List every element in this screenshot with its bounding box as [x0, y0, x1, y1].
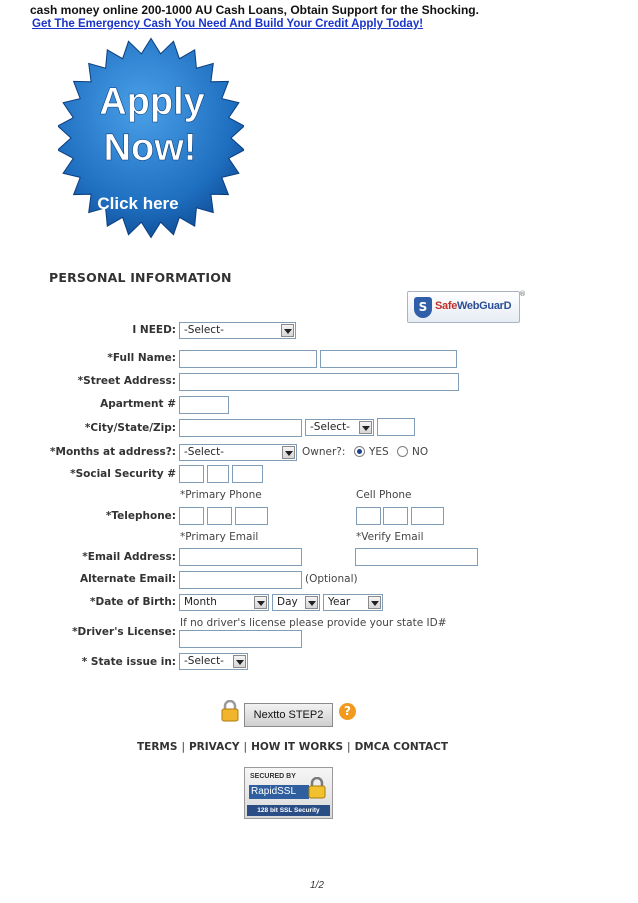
footer-links [137, 741, 448, 753]
state-issue-select[interactable] [179, 653, 248, 670]
ssl-secured-by: SECURED BY [250, 773, 296, 780]
phone-prefix-input[interactable] [207, 507, 232, 525]
chevron-down-icon [305, 596, 318, 609]
label-telephone: *Telephone: [105, 510, 176, 522]
i-need-select[interactable] [179, 322, 296, 339]
optional-note: (Optional) [305, 573, 358, 585]
last-name-input[interactable] [320, 350, 457, 368]
dob-year-select[interactable] [323, 594, 383, 611]
label-full-name: *Full Name: [107, 352, 176, 364]
next-step-button[interactable]: Nextto STEP2 [244, 703, 333, 727]
label-i-need: I NEED: [132, 324, 176, 336]
chevron-down-icon [281, 324, 294, 337]
apply-now-badge[interactable] [58, 36, 244, 240]
ssl-brand: RapidSSL [249, 785, 309, 799]
verify-email-input[interactable] [355, 548, 478, 566]
lock-icon [220, 700, 240, 722]
chevron-down-icon [233, 655, 246, 668]
label-city-state-zip: *City/State/Zip: [84, 422, 176, 434]
padlock-icon [307, 777, 327, 799]
ssn-part3-input[interactable] [232, 465, 263, 483]
registered-mark: ® [519, 290, 526, 298]
dob-day-value: Day [277, 596, 298, 608]
dob-month-value: Month [184, 596, 217, 608]
drivers-license-input[interactable] [179, 630, 302, 648]
badge-line-click: Click here [97, 194, 179, 213]
badge-line-now: Now! [103, 127, 197, 169]
state-issue-value: -Select- [184, 655, 224, 667]
rapidssl-badge [244, 767, 333, 819]
document-title: cash money online 200-1000 AU Cash Loans, Obtain Support for the Shocking. [30, 3, 479, 17]
owner-label: Owner?: [302, 446, 346, 458]
verify-email-label: *Verify Email [356, 531, 424, 543]
footer-link-terms[interactable]: TERMS [137, 741, 178, 753]
street-address-input[interactable] [179, 373, 459, 391]
dob-year-value: Year [328, 596, 351, 608]
label-state-issue: * State issue in: [81, 656, 176, 668]
license-note: If no driver's license please provide your state ID# [180, 617, 447, 629]
cell-line-input[interactable] [411, 507, 444, 525]
apartment-input[interactable] [179, 396, 229, 414]
shield-icon: S [414, 297, 432, 318]
cell-area-input[interactable] [356, 507, 381, 525]
page-number: 1/2 [310, 880, 324, 891]
chevron-down-icon [282, 446, 295, 459]
alternate-email-input[interactable] [179, 571, 302, 589]
label-months-at-address: *Months at address?: [50, 446, 176, 458]
section-title: PERSONAL INFORMATION [49, 270, 232, 285]
label-social-security: *Social Security # [70, 468, 176, 480]
city-input[interactable] [179, 419, 302, 437]
cell-prefix-input[interactable] [383, 507, 408, 525]
footer-link-how-it-works[interactable]: HOW IT WORKS [251, 741, 344, 753]
owner-yes-radio[interactable] [354, 446, 365, 457]
owner-no-label: NO [412, 446, 429, 458]
badge-line-apply: Apply [99, 81, 205, 123]
label-street-address: *Street Address: [77, 375, 176, 387]
chevron-down-icon [254, 596, 267, 609]
safewebguard-prefix: Safe [435, 300, 458, 312]
help-icon[interactable]: ? [339, 703, 356, 720]
cell-phone-label: Cell Phone [356, 489, 412, 501]
label-email-address: *Email Address: [82, 551, 176, 563]
chevron-down-icon [359, 421, 372, 434]
ssl-strength: 128 bit SSL Security [247, 805, 330, 816]
label-drivers-license: *Driver's License: [72, 626, 176, 638]
ssn-part2-input[interactable] [207, 465, 229, 483]
first-name-input[interactable] [179, 350, 317, 368]
state-select[interactable] [305, 419, 374, 436]
label-date-of-birth: *Date of Birth: [90, 596, 176, 608]
footer-link-privacy[interactable]: PRIVACY [188, 741, 240, 753]
primary-phone-label: *Primary Phone [180, 489, 262, 501]
footer-separator: | [181, 741, 185, 753]
ssn-part1-input[interactable] [179, 465, 204, 483]
footer-link-dmca-contact[interactable]: DMCA CONTACT [354, 741, 449, 753]
dob-day-select[interactable] [272, 594, 320, 611]
footer-separator: | [347, 741, 351, 753]
phone-line-input[interactable] [235, 507, 268, 525]
chevron-down-icon [368, 596, 381, 609]
email-input[interactable] [179, 548, 302, 566]
i-need-value: -Select- [184, 324, 224, 336]
footer-separator: | [243, 741, 248, 753]
zip-input[interactable] [377, 418, 415, 436]
owner-yes-label: YES [369, 446, 389, 458]
dob-month-select[interactable] [179, 594, 269, 611]
state-value: -Select- [310, 421, 350, 433]
safewebguard-brand [435, 300, 511, 312]
safewebguard-name: WebGuarD [457, 300, 512, 312]
label-alternate-email: Alternate Email: [80, 573, 176, 585]
safewebguard-badge [407, 290, 526, 323]
primary-email-label: *Primary Email [180, 531, 259, 543]
owner-no-radio[interactable] [397, 446, 408, 457]
months-value: -Select- [184, 446, 224, 458]
apply-today-link[interactable]: Get The Emergency Cash You Need And Build Your Credit Apply Today! [32, 18, 424, 30]
months-at-address-select[interactable] [179, 444, 297, 461]
label-apartment: Apartment # [100, 398, 176, 410]
phone-area-input[interactable] [179, 507, 204, 525]
